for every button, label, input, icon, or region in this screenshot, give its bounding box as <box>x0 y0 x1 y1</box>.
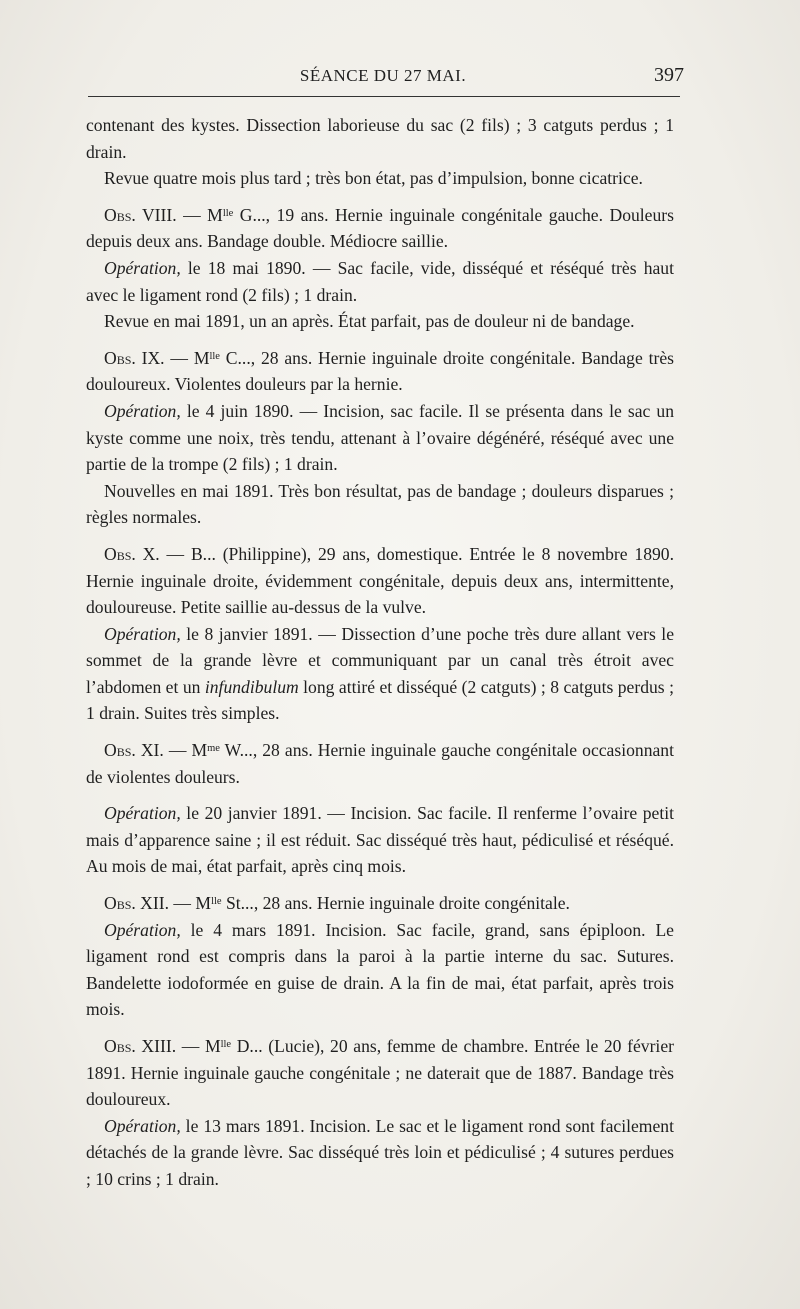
obs-label: Obs. XII. <box>104 893 170 914</box>
paragraph: Opération, le 18 mai 1890. — Sac facile, vide, disséqué et réséqué très haut avec le ligament rond (2 fils) ; 1 drain. <box>86 257 674 305</box>
operation-label: Opération, <box>104 257 181 278</box>
page-number: 397 <box>654 64 684 86</box>
observation-heading: Obs. XI. — $M^{me}$ W..., 28 ans. Hernie inguinale gauche congénitale occasionnant de violentes douleurs. <box>86 740 674 787</box>
obs-label: Obs. XIII. <box>104 1036 177 1056</box>
paragraph: Revue quatre mois plus tard ; très bon état, pas d’impulsion, bonne cicatrice. <box>104 168 643 189</box>
observation-heading: Obs. XII. — $M^{lle}$ St..., 28 ans. Hernie inguinale droite congénitale. <box>104 893 570 914</box>
page-header <box>86 62 684 90</box>
running-title: SÉANCE DU 27 MAI. <box>299 66 467 85</box>
paragraph: Revue en mai 1891, un an après. État parfait, pas de douleur ni de bandage. <box>104 311 635 332</box>
obs-label: Obs. XI. <box>104 740 164 761</box>
operation-label: Opération, <box>104 803 181 824</box>
body-text <box>86 112 674 1193</box>
obs-label: Obs. X. <box>104 543 160 564</box>
paragraph: Opération, le 20 janvier 1891. — Incision. Sac facile. Il renferme l’ovaire petit mais d’apparence saine ; il est réduit. Sac disséqué très haut, pédiculisé et réséqué. Au mois de mai, état parfait, après cinq mois. <box>86 803 674 877</box>
paragraph: Opération, le 13 mars 1891. Incision. Le sac et le ligament rond sont facilement détachés de la grande lèvre. Sac disséqué très loin et pédiculisé ; 4 sutures perdues ; 10 crins ; 1 drain. <box>86 1115 674 1189</box>
observation-heading: Obs. X. — B... (Philippine), 29 ans, domestique. Entrée le 8 novembre 1890. Hernie inguinale droite, évidemment congénitale, depuis deux ans, intermittente, douloureuse. Petite saillie au-dessus de la vulve. <box>86 543 674 618</box>
header-rule <box>88 96 680 97</box>
paragraph: Opération, le 4 juin 1890. — Incision, sac facile. Il se présenta dans le sac un kyste comme une noix, très tendu, attenant à l’ovaire dégénéré, réséqué avec une partie de la trompe (2 fils) ; 1 drain. <box>86 400 674 475</box>
operation-label: Opération, <box>104 919 181 940</box>
paragraph: Nouvelles en mai 1891. Très bon résultat, pas de bandage ; douleurs disparues ; règles normales. <box>86 480 674 528</box>
obs-label: Obs. VIII. <box>104 204 177 225</box>
paragraph: Opération, le 4 mars 1891. Incision. Sac facile, grand, sans épiploon. Le ligament rond est compris dans la paroi à la partie interne du sac. Sutures. Bandelette iodoformée en guise de drain. A la fin de mai, état parfait, après trois mois. <box>86 919 674 1020</box>
operation-label: Opération, <box>104 623 181 644</box>
operation-label: Opération, <box>104 1115 181 1136</box>
observation-heading: Obs. IX. — $M^{lle}$ C..., 28 ans. Hernie inguinale droite congénitale. Bandage très douloureux. Violentes douleurs par la hernie. <box>86 347 674 395</box>
observation-heading: Obs. XIII. — $M^{lle}$ D... (Lucie), 20 ans, femme de chambre. Entrée le 20 février 1891. Hernie inguinale gauche congénitale ; ne daterait que de 1887. Bandage très douloureux. <box>86 1036 674 1110</box>
observation-heading: Obs. VIII. — $M^{lle}$ G..., 19 ans. Hernie inguinale congénitale gauche. Douleurs depuis deux ans. Bandage double. Médiocre saillie. <box>86 204 674 252</box>
operation-label: Opération, <box>104 400 181 421</box>
paragraph: Opération, le 8 janvier 1891. — Dissection d’une poche très dure allant vers le sommet de la grande lèvre et communiquant par un canal très étroit avec l’abdomen et un infundibulum long attiré et disséqué (2 catguts) ; 8 catguts perdus ; 1 drain. Suites très simples. <box>86 623 674 724</box>
obs-label: Obs. IX. <box>104 347 165 368</box>
paragraph: contenant des kystes. Dissection laborieuse du sac (2 fils) ; 3 catguts perdus ; 1 drain. <box>86 115 674 162</box>
